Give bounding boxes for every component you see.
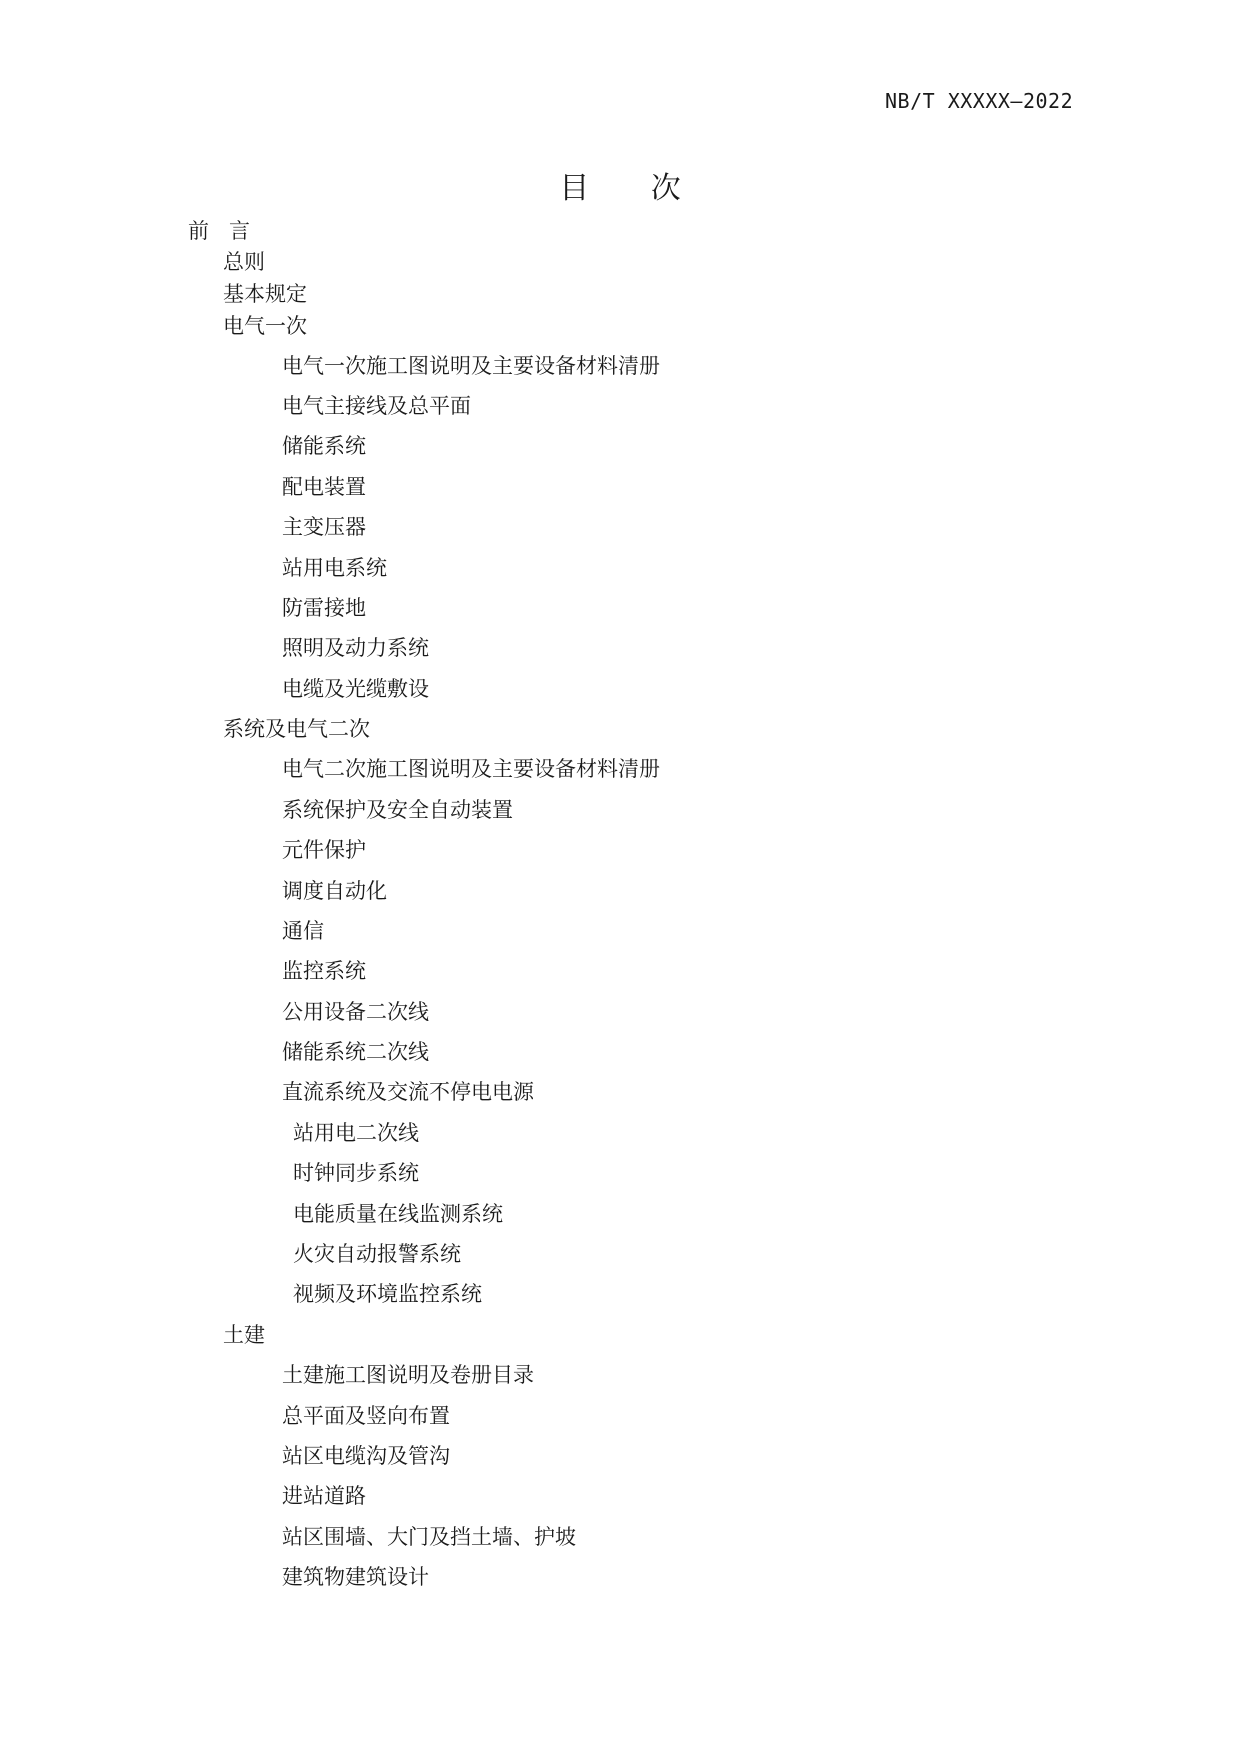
toc-entry[interactable]: 调度自动化 [282,879,387,903]
toc-entry[interactable]: 电气一次施工图说明及主要设备材料清册 [282,354,660,378]
toc-entry[interactable]: 土建 [223,1323,265,1347]
toc-entry[interactable]: 通信 [282,919,324,943]
toc-entry[interactable]: 电能质量在线监测系统 [293,1202,503,1226]
toc-entry[interactable]: 基本规定 [223,282,307,306]
toc-entry[interactable]: 土建施工图说明及卷册目录 [282,1363,534,1387]
toc-entry-preface[interactable]: 前言 [188,219,270,243]
toc-entry[interactable]: 站用电二次线 [293,1121,419,1145]
toc-entry[interactable]: 站区围墙、大门及挡土墙、护坡 [282,1525,576,1549]
toc-entry[interactable]: 视频及环境监控系统 [293,1282,482,1306]
toc-entry[interactable]: 站区电缆沟及管沟 [282,1444,450,1468]
toc-entry[interactable]: 火灾自动报警系统 [293,1242,461,1266]
toc-entry[interactable]: 总平面及竖向布置 [282,1404,450,1428]
toc-entry[interactable]: 直流系统及交流不停电电源 [282,1080,534,1104]
toc-entry[interactable]: 公用设备二次线 [282,1000,429,1024]
toc-entry[interactable]: 电气主接线及总平面 [282,394,471,418]
toc-entry[interactable]: 系统及电气二次 [223,717,370,741]
toc-entry[interactable]: 站用电系统 [282,556,387,580]
toc-entry[interactable]: 主变压器 [282,515,366,539]
toc-entry[interactable]: 时钟同步系统 [293,1161,419,1185]
document-code: NB/T XXXXX—2022 [885,89,1074,113]
toc-entry[interactable]: 进站道路 [282,1484,366,1508]
toc-title: 目 次 [559,171,707,206]
toc-entry[interactable]: 储能系统 [282,434,366,458]
toc-entry[interactable]: 防雷接地 [282,596,366,620]
toc-entry[interactable]: 监控系统 [282,959,366,983]
toc-entry[interactable]: 配电装置 [282,475,366,499]
toc-entry[interactable]: 元件保护 [282,838,366,862]
toc-entry[interactable]: 系统保护及安全自动装置 [282,798,513,822]
toc-entry[interactable]: 总则 [223,250,265,274]
toc-entry[interactable]: 电气一次 [223,314,307,338]
toc-entry[interactable]: 照明及动力系统 [282,636,429,660]
toc-entry[interactable]: 储能系统二次线 [282,1040,429,1064]
toc-entry[interactable]: 电缆及光缆敷设 [282,677,429,701]
toc-entry[interactable]: 电气二次施工图说明及主要设备材料清册 [282,757,660,781]
toc-entry[interactable]: 建筑物建筑设计 [282,1565,429,1589]
